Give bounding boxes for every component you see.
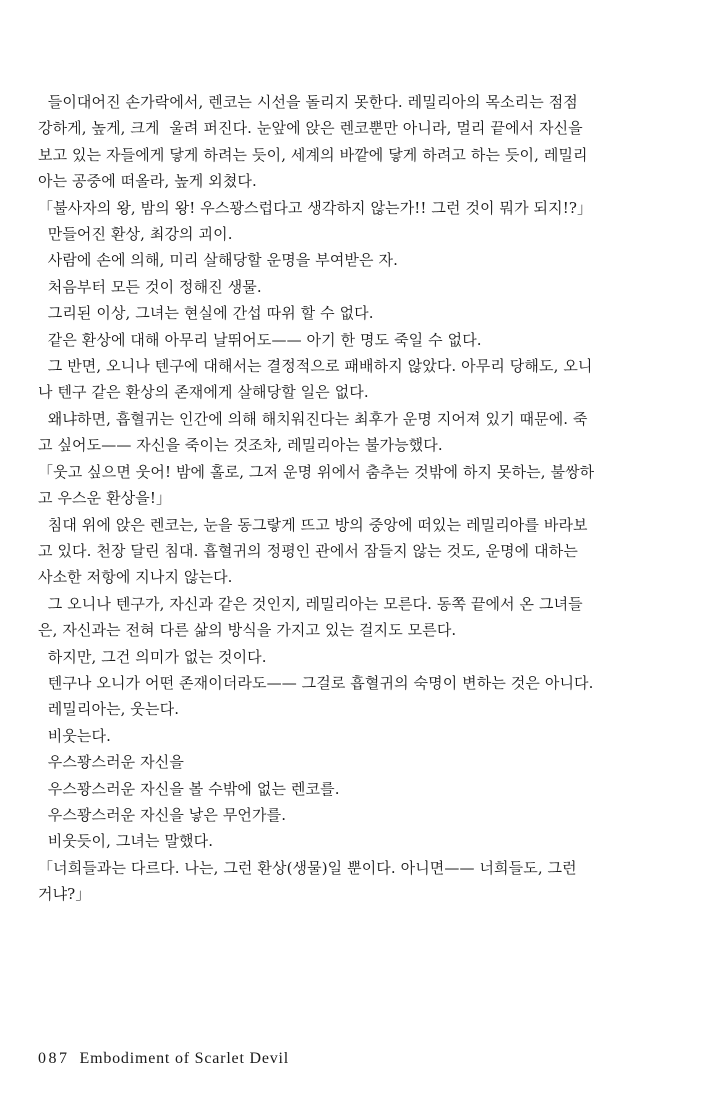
text-line: 만들어진 환상, 최강의 괴이. [38,225,233,244]
text-line: 고 있다. 천장 달린 침대. 흡혈귀의 정평인 관에서 잠들지 않는 것도, 운명에 대하는 [38,541,578,560]
page-number: 087 [38,1050,70,1067]
text-line: 사소한 저항에 지나지 않는다. [38,568,233,587]
text-line: 텐구나 오니가 어떤 존재이더라도—— 그걸로 흡혈귀의 숙명이 변하는 것은 아니다. [38,673,594,692]
text-line: 고 우스운 환상을!」 [38,489,172,508]
body-text [38,89,686,908]
text-line: 고 싶어도—— 자신을 죽이는 것조차, 레밀리아는 불가능했다. [38,436,443,455]
page-footer [38,1050,289,1068]
text-line: 비웃듯이, 그녀는 말했다. [38,832,214,851]
text-line: 우스꽝스러운 자신을 [38,753,184,772]
book-title: Embodiment of Scarlet Devil [79,1050,290,1067]
text-line: 같은 환상에 대해 아무리 날뛰어도—— 아기 한 명도 죽일 수 없다. [38,330,482,349]
text-line: 은, 자신과는 전혀 다른 삶의 방식을 가지고 있는 걸지도 모른다. [38,621,457,640]
text-line: 그 반면, 오니나 텐구에 대해서는 결정적으로 패배하지 않았다. 아무리 당해도, 오니 [38,357,593,376]
text-line: 「너희들과는 다르다. 나는, 그런 환상(생물)일 뿐이다. 아니면—— 너희들도, 그런 [38,858,577,877]
text-line: 강하게, 높게, 크게 울려 퍼진다. 눈앞에 앉은 렌코뿐만 아니라, 멀리 끝에서 자신을 [38,119,583,138]
text-line: 비웃는다. [38,726,111,745]
text-line: 침대 위에 앉은 렌코는, 눈을 동그랗게 뜨고 방의 중앙에 떠있는 레밀리아를 바라보 [38,515,588,534]
text-line: 그 오니나 텐구가, 자신과 같은 것인지, 레밀리아는 모른다. 동쪽 끝에서 온 그녀들 [38,594,583,613]
text-line: 아는 공중에 떠올라, 높게 외쳤다. [38,172,257,191]
text-line: 들이대어진 손가락에서, 렌코는 시선을 돌리지 못한다. 레밀리아의 목소리는 점점 [38,93,578,111]
text-line: 그리된 이상, 그녀는 현실에 간섭 따위 할 수 없다. [38,304,374,323]
text-line: 사람에 손에 의해, 미리 살해당할 운명을 부여받은 자. [38,251,398,270]
text-line: 나 텐구 같은 환상의 존재에게 살해당할 일은 없다. [38,383,369,402]
text-line: 거냐?」 [38,885,91,904]
text-line: 왜냐하면, 흡혈귀는 인간에 의해 해치워진다는 최후가 운명 지어져 있기 때문에. 죽 [38,409,588,428]
text-line: 레밀리아는, 웃는다. [38,700,180,719]
text-line: 보고 있는 자들에게 닿게 하려는 듯이, 세계의 바깥에 닿게 하려고 하는 듯이, 레밀리 [38,145,588,164]
text-line: 우스꽝스러운 자신을 볼 수밖에 없는 렌코를. [38,779,340,798]
text-line: 우스꽝스러운 자신을 낳은 무언가를. [38,805,287,824]
text-line: 「웃고 싶으면 웃어! 밤에 홀로, 그저 운명 위에서 춤추는 것밖에 하지 못하는, 불쌍하 [38,462,595,481]
text-line: 하지만, 그건 의미가 없는 것이다. [38,647,267,666]
text-line: 「불사자의 왕, 밤의 왕! 우스꽝스럽다고 생각하지 않는가!! 그런 것이 뭐가 되지!?」 [38,198,593,217]
text-line: 처음부터 모든 것이 정해진 생물. [38,277,262,296]
